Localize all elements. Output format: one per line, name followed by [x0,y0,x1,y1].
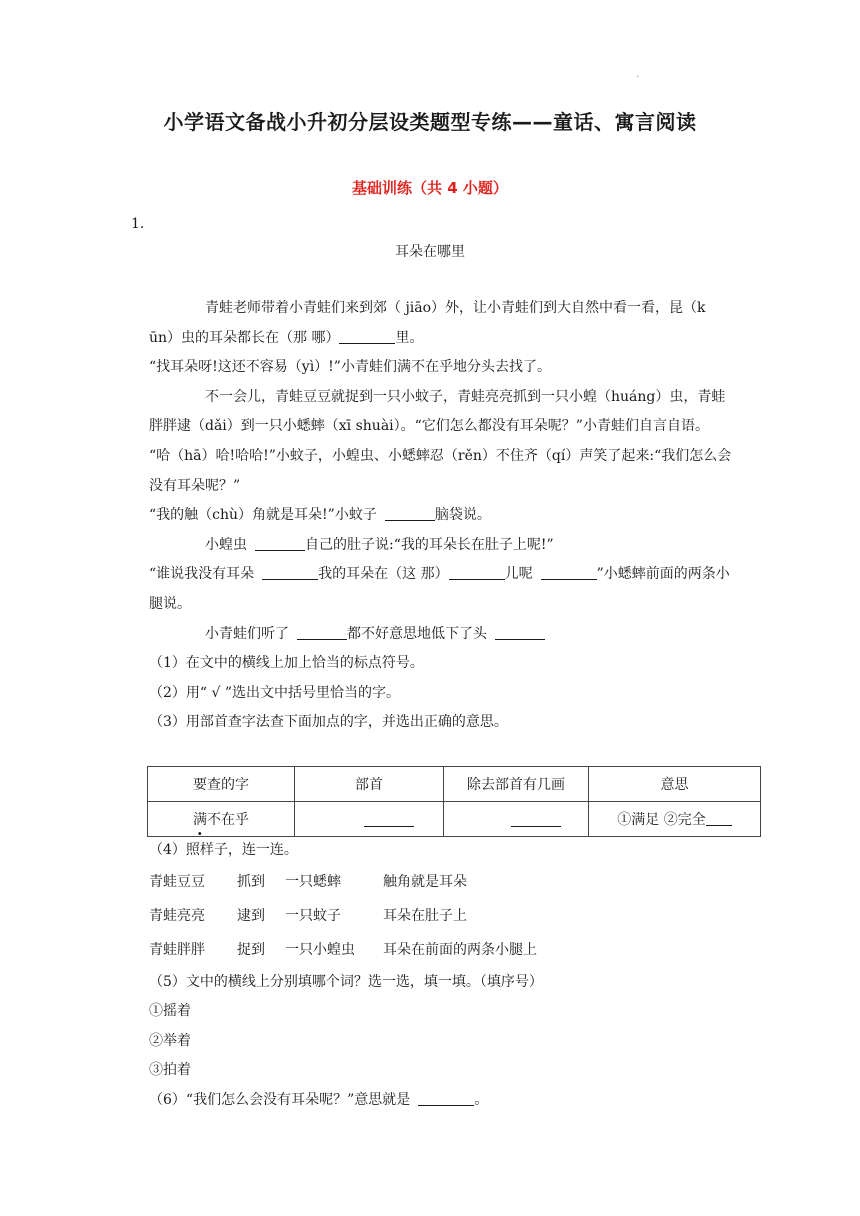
paragraph-2: “找耳朵呀!这还不容易（yì）!”小青蛙们满不在乎地分头去找了。 [149,359,551,376]
paragraph-6: 小蝗虫 自己的肚子说:“我的耳朵长在肚子上呢!” [149,531,733,561]
option-1: ①摇着 [149,1003,191,1020]
table-header: 意思 [589,767,761,802]
story-title: 耳朵在哪里 [395,244,465,260]
answer-blank[interactable] [297,623,347,640]
sub-question-1: （1）在文中的横线上加上恰当的标点符号。 [149,655,424,672]
table-cell-radical[interactable] [295,802,444,837]
corner-dot: · [636,72,640,83]
paragraph-1: 青蛙老师带着小青蛙们来到郊（ jiāo）外，让小青蛙们到大自然中看一看，昆（k [205,300,706,316]
table-header: 要查的字 [148,767,295,802]
paragraph-1-cont: ūn）虫的耳朵都长在（那 哪） 里。 [149,324,733,354]
answer-blank[interactable] [262,563,318,580]
answer-blank[interactable] [418,1089,474,1106]
sub-question-3: （3）用部首查字法查下面加点的字，并选出正确的意思。 [149,714,508,731]
sub-question-4: （4）照样子，连一连。 [149,842,298,858]
lower-section [149,836,733,1116]
paragraph-3: 不一会儿，青蛙豆豆就捉到一只小蚊子，青蛙亮亮抓到一只小蝗（huáng）虫，青蛙胖胖逮（dǎi）到一只小蟋蟀（xī shuài）。“它们怎么都没有耳朵呢？”小青蛙们自言自语。 [149,388,726,435]
answer-blank[interactable] [541,563,597,580]
match-row[interactable]: 青蛙豆豆 抓到 一只蟋蟀 触角就是耳朵 [149,873,467,890]
match-row[interactable]: 青蛙亮亮 逮到 一只蚊子 耳朵在肚子上 [149,907,467,924]
paragraph-7: “谁说我没有耳朵 我的耳朵在（这 那） 儿呢 ”小蟋蟀前面的两条小腿说。 [149,560,733,619]
document-title: 小学语文备战小升初分层设类题型专练——童话、寓言阅读 [163,110,697,134]
story-body [149,294,733,738]
option-2: ②举着 [149,1032,191,1049]
match-row[interactable]: 青蛙胖胖 捉到 一只小蝗虫 耳朵在前面的两条小腿上 [149,941,537,958]
paragraph-4: “哈（hā）哈!哈哈!”小蚊子，小蝗虫、小蟋蟀忍（rěn）不住齐（qí）声笑了起来:“我们怎么会没有耳朵呢？” [149,447,732,494]
sub-question-2: （2）用“ √ ”选出文中括号里恰当的字。 [149,684,401,701]
answer-blank[interactable] [706,809,732,826]
radical-lookup-table [147,766,761,837]
sub-question-6: （6）“我们怎么会没有耳朵呢？”意思就是 。 [149,1086,733,1116]
table-cell-meaning[interactable]: ①满足 ②完全 [589,802,761,837]
section-title: 基础训练（共 4 小题） [352,179,508,197]
answer-blank[interactable] [339,327,395,344]
sub-question-5: （5）文中的横线上分别填哪个词？选一选，填一填。（填序号） [149,973,543,990]
table-cell-strokes[interactable] [444,802,589,837]
answer-blank[interactable] [449,563,505,580]
table-header: 部首 [295,767,444,802]
answer-blank[interactable] [255,534,305,551]
answer-blank[interactable] [385,504,435,521]
table-cell-word: 满不在乎 [148,802,295,837]
table-header: 除去部首有几画 [444,767,589,802]
answer-blank[interactable] [511,810,561,827]
paragraph-8: 小青蛙们听了 都不好意思地低下了头 [149,620,733,650]
answer-blank[interactable] [495,623,545,640]
paragraph-5: “我的触（chù）角就是耳朵!”小蚊子 脑袋说。 [149,501,733,531]
answer-blank[interactable] [364,810,414,827]
option-3: ③拍着 [149,1062,191,1079]
question-number: 1． [131,216,154,232]
